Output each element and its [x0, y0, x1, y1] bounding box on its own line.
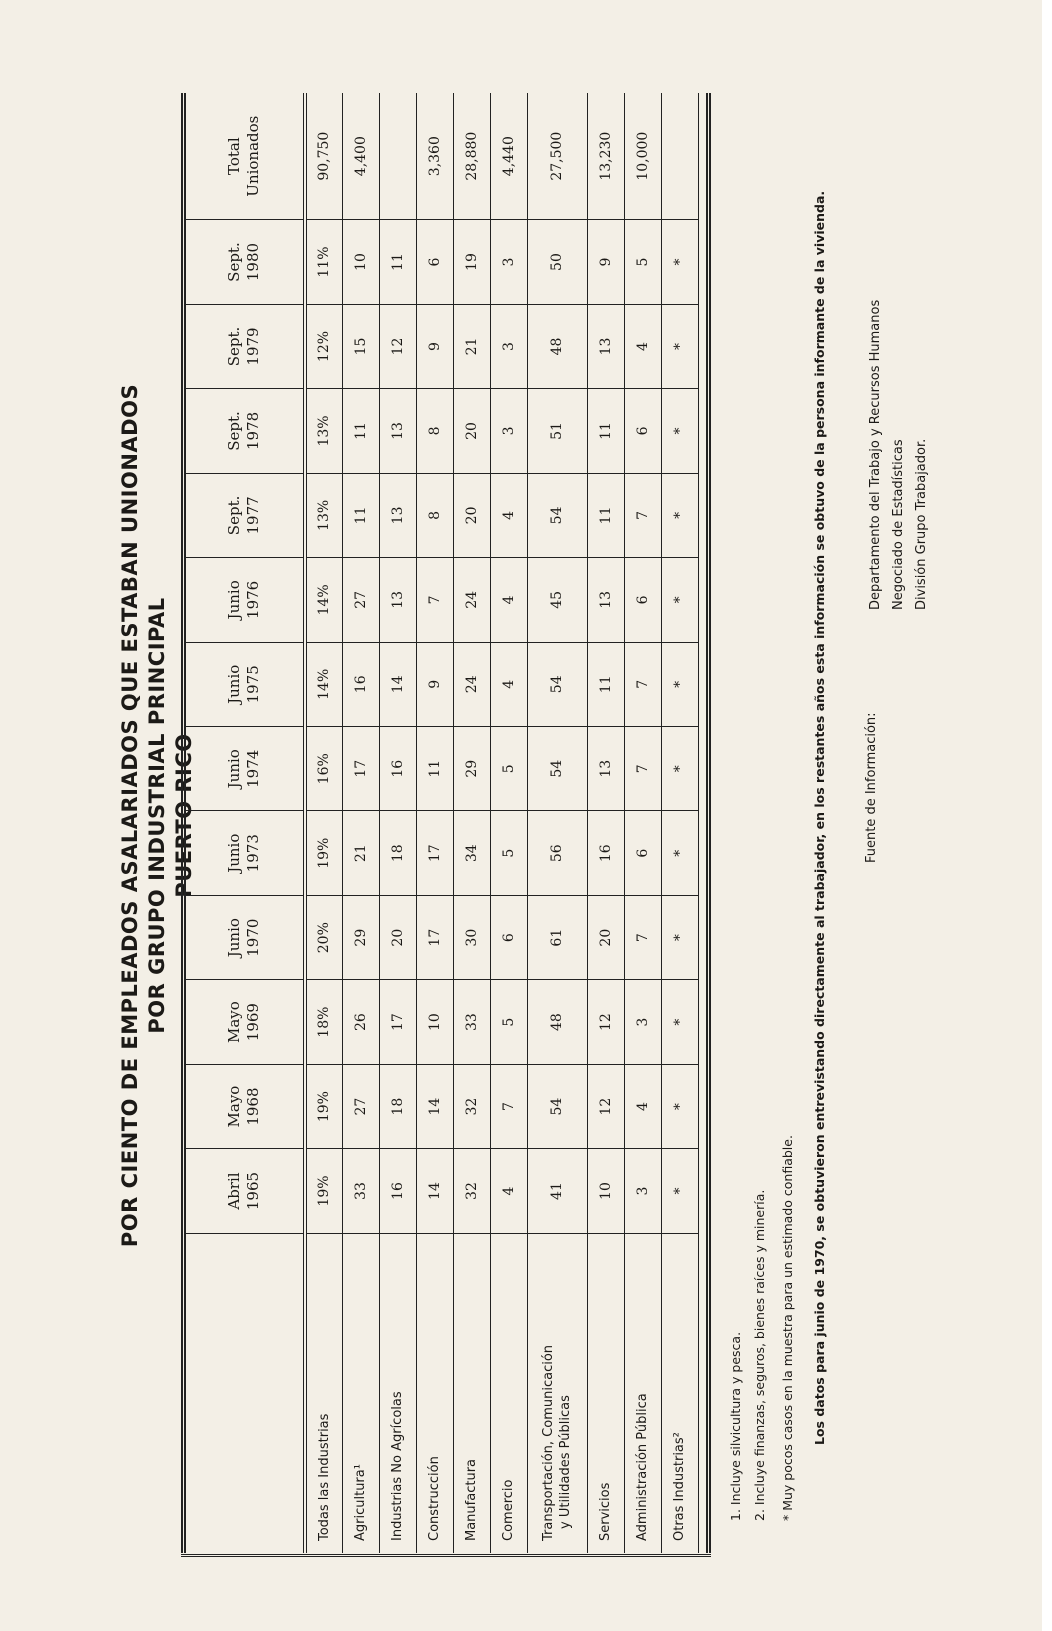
table-cell: 4	[490, 642, 527, 726]
table-cell: 14	[416, 1064, 453, 1148]
table-cell: *	[661, 811, 698, 895]
table-row	[587, 93, 624, 1553]
table-cell: 16	[379, 1149, 416, 1233]
table-cell: 12	[587, 1064, 624, 1148]
table-cell: 24	[453, 642, 490, 726]
table-cell: *	[661, 220, 698, 304]
row-label	[342, 1233, 379, 1553]
table-cell: 54	[527, 1064, 587, 1148]
table-cell	[379, 93, 416, 220]
column-header	[185, 304, 305, 388]
row-label-text: Otras Industrias²	[672, 1432, 687, 1541]
footnote-2: 2. Incluye finanzas, seguros, bienes raíces y minería.	[752, 1189, 767, 1521]
header-period: Sept.	[225, 495, 243, 536]
table-cell: 48	[527, 304, 587, 388]
row-label-text-2: y Utilidades Públicas	[558, 1395, 573, 1529]
title-line-2: POR GRUPO INDUSTRIAL PRINCIPAL	[145, 597, 169, 1034]
header-year: 1978	[244, 411, 262, 451]
table-cell: 4	[490, 558, 527, 642]
table-cell: *	[661, 558, 698, 642]
row-label	[379, 1233, 416, 1553]
header-year: 1979	[244, 327, 262, 366]
table-cell: 48	[527, 980, 587, 1064]
table-row	[490, 93, 527, 1553]
header-blank	[185, 1233, 305, 1553]
table-body	[305, 93, 698, 1553]
row-label	[453, 1233, 490, 1553]
table-cell: 3	[490, 220, 527, 304]
table-cell: 15	[342, 304, 379, 388]
table-cell: 20	[379, 895, 416, 979]
table-cell: 20	[453, 389, 490, 473]
header-year: 1976	[244, 580, 262, 619]
table-cell: 6	[624, 558, 661, 642]
table-cell: 4	[624, 304, 661, 388]
table-cell: 27	[342, 558, 379, 642]
table-cell: 6	[416, 220, 453, 304]
table-cell: 61	[527, 895, 587, 979]
table-cell: 9	[587, 220, 624, 304]
table-cell: 3,360	[416, 93, 453, 220]
footnote-asterisk: * Muy pocos casos en la muestra para un estimado confiable.	[780, 1135, 795, 1521]
table-cell: 12	[587, 980, 624, 1064]
table-cell: *	[661, 980, 698, 1064]
header-year: 1980	[244, 242, 262, 282]
table-cell: 5	[624, 220, 661, 304]
table-cell: 10,000	[624, 93, 661, 220]
table-cell: 3	[490, 304, 527, 388]
table-row	[305, 93, 342, 1553]
table-cell: 7	[624, 473, 661, 557]
table-cell: 9	[416, 642, 453, 726]
table-cell: 19%	[305, 1064, 342, 1148]
table-cell: 11	[342, 473, 379, 557]
table-cell: 18	[379, 811, 416, 895]
header-period: Junio	[225, 664, 243, 704]
table-cell: 21	[342, 811, 379, 895]
table-cell: 13	[587, 558, 624, 642]
column-header	[185, 389, 305, 473]
row-label	[587, 1233, 624, 1553]
table-cell: 10	[587, 1149, 624, 1233]
table-cell: 54	[527, 727, 587, 811]
table-cell: 7	[624, 727, 661, 811]
table-cell: 26	[342, 980, 379, 1064]
table-cell: 14	[379, 642, 416, 726]
table-cell: 33	[342, 1149, 379, 1233]
table-cell: 30	[453, 895, 490, 979]
table-cell: 6	[624, 811, 661, 895]
column-header	[185, 1064, 305, 1148]
header-period: Sept.	[225, 326, 243, 367]
source-label: Fuente de Información:	[864, 712, 879, 863]
table-cell: 29	[342, 895, 379, 979]
row-label-text: Comercio	[501, 1479, 516, 1541]
table-cell: 54	[527, 473, 587, 557]
table-cell: 6	[490, 895, 527, 979]
table-cell: 51	[527, 389, 587, 473]
row-label	[416, 1233, 453, 1553]
column-header	[185, 220, 305, 304]
table-cell: 18	[379, 1064, 416, 1148]
header-year: 1968	[244, 1087, 262, 1126]
table-cell: 3	[624, 980, 661, 1064]
row-label	[624, 1233, 661, 1553]
column-header	[185, 727, 305, 811]
table-row	[416, 93, 453, 1553]
column-header	[185, 93, 305, 220]
table-cell: 11	[379, 220, 416, 304]
table-row	[342, 93, 379, 1553]
table-cell: 4	[624, 1064, 661, 1148]
row-label-text: Construcción	[427, 1456, 442, 1541]
row-label-text: Servicios	[598, 1482, 613, 1541]
table-cell: 90,750	[305, 93, 342, 220]
table-cell: 45	[527, 558, 587, 642]
table-cell: 13	[379, 473, 416, 557]
header-year: 1965	[244, 1171, 262, 1211]
table-cell: 13	[587, 727, 624, 811]
table-cell: 14%	[305, 642, 342, 726]
table-cell: *	[661, 895, 698, 979]
table-cell: *	[661, 1064, 698, 1148]
row-label-text: Transportación, Comunicación	[541, 1344, 556, 1541]
table-cell: *	[661, 642, 698, 726]
table-cell: 41	[527, 1149, 587, 1233]
header-year: 1977	[244, 496, 262, 535]
table-cell: 7	[416, 558, 453, 642]
table-cell: 7	[624, 895, 661, 979]
footnote-1: 1. Incluye silvicultura y pesca.	[728, 1331, 743, 1521]
source-line-1: Departamento del Trabajo y Recursos Humanos	[868, 299, 883, 610]
table-cell: 20	[453, 473, 490, 557]
table-cell: 7	[490, 1064, 527, 1148]
table-cell: 32	[453, 1064, 490, 1148]
table-cell: 12	[379, 304, 416, 388]
table-cell: 5	[490, 727, 527, 811]
table-cell: 17	[379, 980, 416, 1064]
table-cell: 14%	[305, 558, 342, 642]
table-cell: *	[661, 473, 698, 557]
table-cell: 24	[453, 558, 490, 642]
header-period: Mayo	[225, 1085, 243, 1128]
table-cell: 27,500	[527, 93, 587, 220]
source-line-3: División Grupo Trabajador.	[914, 438, 929, 610]
table-cell: 14	[416, 1149, 453, 1233]
table-cell: 9	[416, 304, 453, 388]
header-period: Sept.	[225, 411, 243, 451]
header-year: 1974	[244, 749, 262, 788]
table-cell: 33	[453, 980, 490, 1064]
table-cell: 19	[453, 220, 490, 304]
table-cell: 27	[342, 1064, 379, 1148]
header-period: Junio	[225, 918, 243, 958]
row-label	[305, 1233, 342, 1553]
row-label	[490, 1233, 527, 1553]
header-period: Junio	[225, 749, 243, 789]
header-total: Total	[225, 137, 243, 175]
table-cell: 8	[416, 473, 453, 557]
table-row	[453, 93, 490, 1553]
table-cell: 7	[624, 642, 661, 726]
table-cell: 16	[342, 642, 379, 726]
table-cell: 29	[453, 727, 490, 811]
table-cell: 11	[416, 727, 453, 811]
row-label	[661, 1233, 698, 1553]
table-cell: 56	[527, 811, 587, 895]
table-cell: *	[661, 1149, 698, 1233]
column-header	[185, 642, 305, 726]
row-label	[527, 1233, 587, 1553]
header-year: 1973	[244, 834, 262, 873]
header-period: Junio	[225, 833, 243, 873]
table-row	[379, 93, 416, 1553]
table-cell: 17	[342, 727, 379, 811]
table-cell: 13	[587, 304, 624, 388]
union-table	[185, 93, 699, 1553]
data-method-note: Los datos para junio de 1970, se obtuvieron entrevistando directamente al trabajador, en los restantes años esta información se obtuvo de la persona informante de la vivienda.	[812, 190, 827, 1445]
table-cell: 6	[624, 389, 661, 473]
table-cell: 5	[490, 980, 527, 1064]
table-cell: 4	[490, 473, 527, 557]
header-period: Abril	[225, 1172, 243, 1210]
table-row	[661, 93, 698, 1553]
table-cell: 11	[587, 389, 624, 473]
table-row	[527, 93, 587, 1553]
table-cell: 11	[342, 389, 379, 473]
table-cell: *	[661, 304, 698, 388]
header-year: 1969	[244, 1003, 262, 1042]
column-header	[185, 895, 305, 979]
table-cell: 13,230	[587, 93, 624, 220]
table-cell: 12%	[305, 304, 342, 388]
row-label-text: Todas las Industrias	[316, 1413, 332, 1541]
table-cell: 4,400	[342, 93, 379, 220]
row-label-text: Industrias No Agrícolas	[390, 1391, 405, 1541]
column-header	[185, 473, 305, 557]
table-cell: *	[661, 727, 698, 811]
table-cell: 11	[587, 642, 624, 726]
table-cell: 4	[490, 1149, 527, 1233]
table-cell: 17	[416, 895, 453, 979]
table-cell: 5	[490, 811, 527, 895]
row-label-text: Administración Pública	[635, 1393, 650, 1541]
table-cell: 11	[587, 473, 624, 557]
table-cell: 8	[416, 389, 453, 473]
column-header	[185, 811, 305, 895]
column-header	[185, 980, 305, 1064]
table-cell: 16	[379, 727, 416, 811]
header-period: Junio	[225, 580, 243, 620]
table-cell: 32	[453, 1149, 490, 1233]
table-header-row	[185, 93, 305, 1553]
table-cell: 10	[416, 980, 453, 1064]
header-year: 1975	[244, 665, 262, 704]
table-cell: 13%	[305, 473, 342, 557]
table-cell: 16%	[305, 727, 342, 811]
title-line-1: POR CIENTO DE EMPLEADOS ASALARIADOS QUE ESTABAN UNIONADOS	[118, 383, 142, 1248]
column-header	[185, 1149, 305, 1233]
table-cell: 3	[624, 1149, 661, 1233]
table-cell: 50	[527, 220, 587, 304]
row-label-text: Manufactura	[464, 1459, 479, 1541]
header-year: 1970	[244, 918, 262, 957]
table-bottom-rule	[706, 93, 711, 1553]
table-cell: 4,440	[490, 93, 527, 220]
table-cell: 34	[453, 811, 490, 895]
table-cell: 13	[379, 389, 416, 473]
table-cell: 19%	[305, 1149, 342, 1233]
table-cell: 17	[416, 811, 453, 895]
header-total-sub: Unionados	[244, 115, 262, 197]
table-cell: *	[661, 389, 698, 473]
table-cell: 10	[342, 220, 379, 304]
table-cell: 20	[587, 895, 624, 979]
table-cell: 20%	[305, 895, 342, 979]
table-cell: 18%	[305, 980, 342, 1064]
table-cell	[661, 93, 698, 220]
table-cell: 19%	[305, 811, 342, 895]
table-cell: 3	[490, 389, 527, 473]
table-cell: 54	[527, 642, 587, 726]
title-line-3: PUERTO RICO	[172, 733, 196, 898]
table-cell: 16	[587, 811, 624, 895]
table-cell: 21	[453, 304, 490, 388]
table-left-rule	[181, 1554, 711, 1557]
source-lines	[864, 300, 933, 610]
table-cell: 13	[379, 558, 416, 642]
header-period: Mayo	[225, 1001, 243, 1044]
row-label-text: Agricultura¹	[353, 1464, 368, 1541]
table-cell: 11%	[305, 220, 342, 304]
table-cell: 28,880	[453, 93, 490, 220]
table-cell: 13%	[305, 389, 342, 473]
column-header	[185, 558, 305, 642]
table-row	[624, 93, 661, 1553]
header-period: Sept.	[225, 242, 243, 282]
source-line-2: Negociado de Estadísticas	[891, 439, 906, 610]
